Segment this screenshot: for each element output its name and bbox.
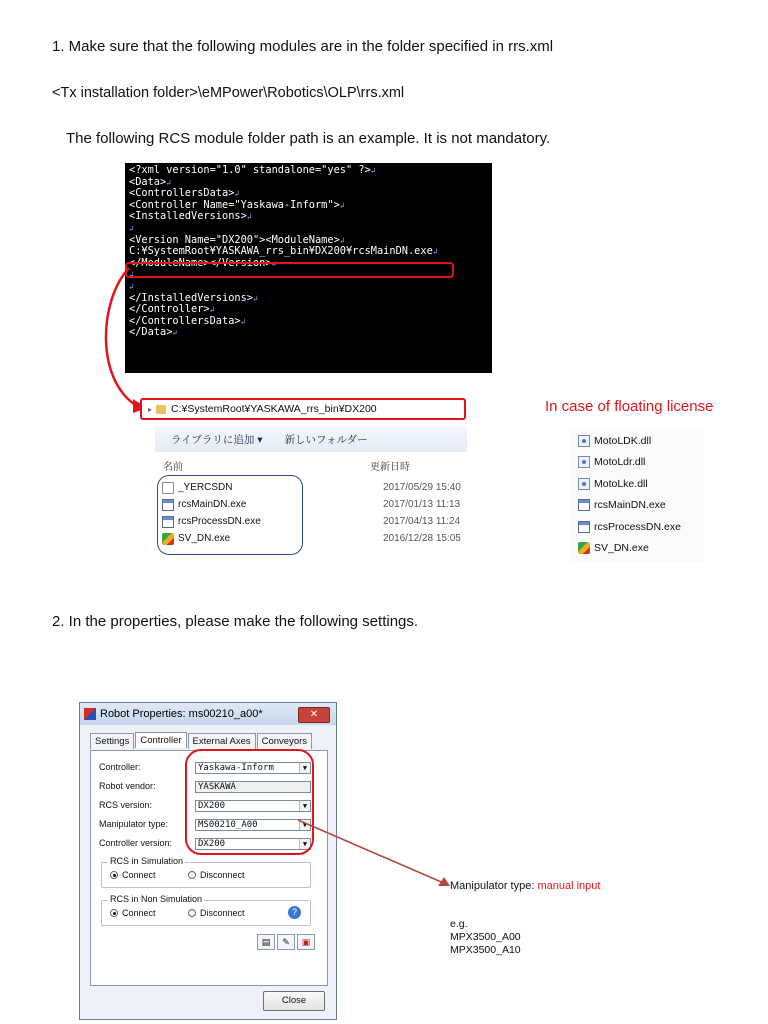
line-end-icon: ↲ (246, 212, 252, 222)
annotation-arrow (280, 810, 460, 895)
line-end-icon: ↲ (253, 293, 258, 303)
line-end-icon: ↲ (271, 258, 277, 268)
module-path-highlight (125, 262, 454, 278)
nonsim-connect-label: Connect (122, 908, 156, 918)
exe-file-icon (578, 499, 590, 511)
chevron-down-icon: ▼ (299, 839, 310, 849)
file-list-header (155, 455, 467, 473)
tab-external-axes[interactable]: External Axes (188, 733, 256, 749)
rcs-non-simulation-label: RCS in Non Simulation (110, 894, 203, 904)
vendor-label: Robot vendor: (99, 781, 156, 791)
sim-connect-radio[interactable] (110, 870, 156, 880)
rrs-xml-path: <Tx installation folder>\eMPower\Robotics\OLP\rrs.xml (52, 85, 405, 101)
app-file-icon (578, 542, 590, 554)
license-file-name: MotoLke.dll (594, 477, 648, 490)
license-file-name: rcsProcessDN.exe (594, 520, 681, 533)
file-date: 2017/04/13 11:24 (383, 516, 461, 527)
line-end-icon: ↲ (209, 305, 215, 315)
sim-disconnect-label: Disconnect (200, 870, 245, 880)
explorer-address-bar[interactable] (140, 398, 466, 420)
settings-button[interactable] (297, 934, 315, 950)
rcs-version-value: DX200 (198, 801, 226, 811)
line-end-icon: ↲ (172, 328, 178, 338)
close-window-button[interactable]: ✕ (298, 707, 330, 723)
vendor-value: YASKAWA (198, 782, 236, 792)
license-file-item (578, 495, 704, 517)
controller-version-label: Controller version: (99, 838, 173, 848)
license-file-item (578, 452, 704, 474)
export-button[interactable] (257, 934, 275, 950)
license-file-name: MotoLDK.dll (594, 434, 652, 447)
folder-icon (156, 405, 166, 414)
line-end-icon: ↲ (129, 270, 134, 280)
file-date: 2017/05/29 15:40 (383, 482, 461, 493)
tab-controller[interactable]: Controller (135, 732, 186, 748)
chevron-down-icon: ▼ (299, 763, 310, 773)
license-file-item (578, 473, 704, 495)
rcs-non-simulation-group (101, 894, 311, 926)
nonsim-connect-radio[interactable] (110, 908, 156, 918)
floating-license-file-list (570, 428, 704, 562)
dll-file-icon (578, 478, 590, 490)
license-file-name: MotoLdr.dll (594, 456, 646, 469)
xml-line: <Data>↲ (129, 175, 172, 188)
line-end-icon: ↲ (240, 316, 246, 326)
close-button[interactable]: Close (263, 991, 325, 1011)
xml-line: </Controller>↲ (129, 303, 215, 316)
xml-line: <InstalledVersions>↲ (129, 210, 252, 223)
example-values (450, 918, 521, 957)
line-end-icon: ↲ (166, 177, 172, 187)
robot-icon (84, 708, 96, 720)
line-end-icon: ↲ (129, 223, 134, 233)
file-date: 2016/12/28 15:05 (383, 533, 461, 544)
settings-icon: ▣ (301, 937, 311, 947)
manipulator-annotation (450, 880, 600, 892)
edit-button[interactable] (277, 934, 295, 950)
xml-line: </Data>↲ (129, 326, 178, 339)
manipulator-type-label: Manipulator type: (99, 819, 169, 829)
add-to-library-button[interactable]: ライブラリに追加 ▾ (171, 433, 263, 446)
line-end-icon: ↲ (339, 235, 345, 245)
xml-line: <Version Name="DX200"><ModuleName>↲ (129, 233, 345, 246)
line-end-icon: ↲ (432, 247, 438, 257)
floating-license-label: In case of floating license (545, 398, 714, 415)
tab-conveyors[interactable]: Conveyors (257, 733, 312, 749)
file-group-highlight (157, 475, 303, 555)
help-icon[interactable]: ? (288, 906, 301, 919)
license-file-item (578, 538, 704, 560)
tab-settings[interactable]: Settings (90, 733, 134, 749)
step1-title: 1. Make sure that the following modules are in the folder specified in rrs.xml (52, 38, 554, 55)
line-end-icon: ↲ (339, 200, 345, 210)
file-name: _YERCSDN (178, 482, 233, 493)
license-file-item (578, 430, 704, 452)
xml-line: </ControllersData>↲ (129, 314, 246, 327)
rcs-simulation-label: RCS in Simulation (110, 856, 184, 866)
file-date: 2017/01/13 11:13 (383, 499, 461, 510)
exe-file-icon (578, 521, 590, 533)
line-end-icon: ↲ (129, 281, 134, 291)
license-file-name: SV_DN.exe (594, 542, 649, 555)
xml-line: <Controller Name="Yaskawa-Inform">↲ (129, 198, 345, 211)
dll-file-icon (578, 456, 590, 468)
dialog-title: Robot Properties: ms00210_a00* (100, 708, 263, 720)
rcs-version-label: RCS version: (99, 800, 153, 810)
red-arrow-connector (95, 260, 155, 420)
sim-connect-label: Connect (122, 870, 156, 880)
column-name[interactable]: 名前 (163, 462, 183, 473)
edit-icon: ✎ (282, 937, 290, 947)
file-name: rcsProcessDN.exe (178, 516, 261, 527)
dll-file-icon (578, 435, 590, 447)
explorer-toolbar (155, 426, 467, 452)
nonsim-disconnect-label: Disconnect (200, 908, 245, 918)
controller-version-value: DX200 (198, 839, 226, 849)
xml-line: <ControllersData>↲ (129, 187, 240, 200)
sim-disconnect-radio[interactable] (188, 870, 245, 880)
dialog-tabs (90, 733, 313, 749)
example-value: MPX3500_A10 (450, 944, 521, 956)
column-date[interactable]: 更新日時 (370, 462, 410, 473)
line-end-icon: ↲ (234, 189, 240, 199)
file-name: SV_DN.exe (178, 533, 231, 544)
line-end-icon: ↲ (370, 166, 376, 175)
address-path: C:¥SystemRoot¥YASKAWA_rrs_bin¥DX200 (171, 403, 377, 415)
license-file-item (578, 516, 704, 538)
new-folder-button[interactable]: 新しいフォルダー (284, 433, 368, 446)
manipulator-type-value: MS00210_A00 (198, 820, 258, 830)
step2-title: 2. In the properties, please make the following settings. (52, 613, 419, 630)
chevron-down-icon: ▼ (299, 820, 310, 830)
export-icon: ▤ (261, 937, 271, 947)
license-file-name: rcsMainDN.exe (594, 499, 666, 512)
xml-line: <?xml version="1.0" standalone="yes" ?>↲ (129, 164, 376, 176)
xml-line: </ModuleName></Version>↲ (129, 256, 277, 269)
file-name: rcsMainDN.exe (178, 499, 247, 510)
annotation-highlight: manual input (537, 880, 601, 892)
controller-value: Yaskawa-Inform (198, 763, 274, 773)
controller-label: Controller: (99, 762, 141, 772)
xml-line: </InstalledVersions>↲ (129, 291, 258, 304)
xml-line: C:¥SystemRoot¥YASKAWA_rrs_bin¥DX200¥rcsMainDN.exe↲ (129, 245, 438, 258)
eg-label: e.g. (450, 918, 468, 930)
chevron-right-icon: ▸ (148, 404, 153, 414)
example-value: MPX3500_A00 (450, 931, 521, 943)
example-note: The following RCS module folder path is an example. It is not mandatory. (66, 130, 551, 147)
chevron-down-icon: ▼ (299, 801, 310, 811)
annotation-prefix: Manipulator type: (450, 880, 538, 892)
nonsim-disconnect-radio[interactable] (188, 908, 245, 918)
